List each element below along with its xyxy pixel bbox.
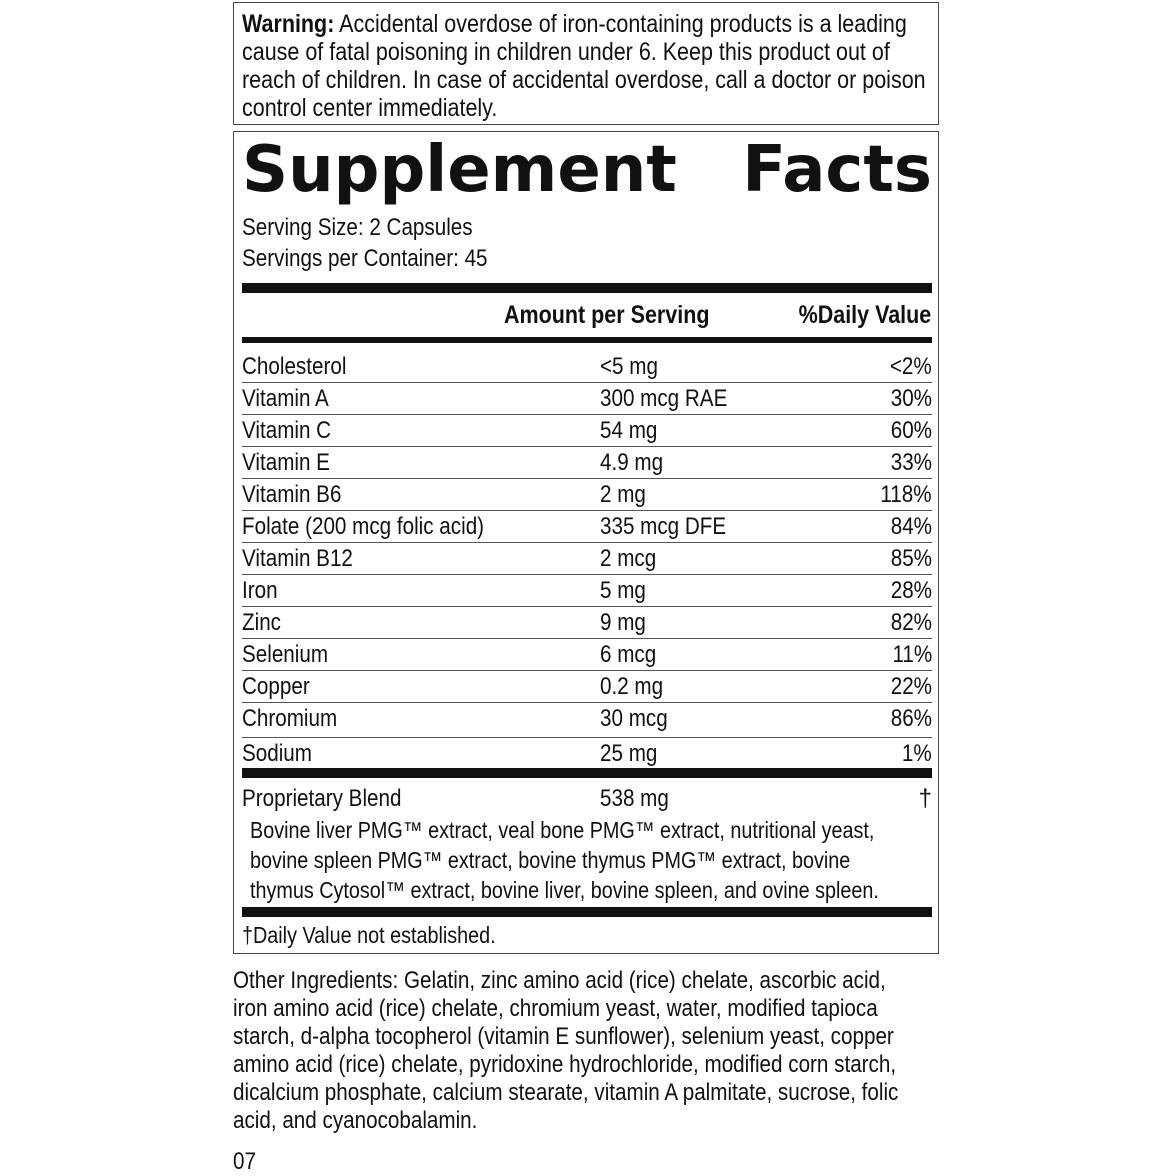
warning-label: Warning:: [242, 10, 335, 38]
nutrient-amount: 6 mcg: [600, 641, 657, 668]
warning-line-3: [242, 66, 1037, 94]
nutrient-row: [242, 639, 932, 670]
nutrient-amount: 4.9 mg: [600, 449, 664, 476]
serving-size: [242, 213, 510, 243]
other-ingredients-line-3: [233, 1023, 1001, 1051]
nutrient-amount: 0.2 mg: [600, 673, 664, 700]
nutrient-daily-value: 33%: [890, 449, 932, 476]
thick-rule-bottom: [242, 907, 932, 917]
thick-rule-blend: [242, 768, 932, 778]
facts-title: [242, 132, 932, 208]
nutrient-amount: 5 mg: [600, 577, 646, 604]
blend-ingredients-text-1: Bovine liver PMG™ extract, veal bone PMG™ extract, nutritional yeast,: [250, 817, 875, 843]
nutrient-amount: 2 mcg: [600, 545, 657, 572]
serving-size-text: Serving Size: 2 Capsules: [242, 214, 473, 241]
warning-text-1: Accidental overdose of iron-containing products is a leading: [334, 10, 907, 38]
nutrient-name: Vitamin A: [242, 385, 329, 412]
footnote: [242, 920, 537, 950]
facts-title-word-2: Facts: [742, 133, 932, 207]
nutrient-daily-value: 84%: [890, 513, 932, 540]
nutrient-name: Vitamin B12: [242, 545, 353, 572]
warning-line-2: [242, 38, 995, 66]
nutrient-daily-value: 85%: [890, 545, 932, 572]
servings-per-container-text: Servings per Container: 45: [242, 245, 488, 272]
nutrient-name: Cholesterol: [242, 353, 347, 380]
warning-box: [233, 2, 939, 125]
nutrient-daily-value: <2%: [890, 353, 932, 380]
nutrient-amount: <5 mg: [600, 353, 658, 380]
medium-rule-header: [242, 337, 932, 343]
header-amount: [504, 298, 743, 332]
nutrient-name: Chromium: [242, 705, 338, 732]
nutrient-row: [242, 575, 932, 606]
warning-line-1: [242, 10, 1015, 38]
other-ingredients-line-2: [233, 995, 983, 1023]
nutrient-name: Iron: [242, 577, 278, 604]
blend-row: [242, 783, 932, 814]
other-ingredients-text-3: starch, d-alpha tocopherol (vitamin E sunflower), selenium yeast, copper: [233, 1023, 894, 1050]
nutrient-row: [242, 607, 932, 638]
other-ingredients-line-5: [233, 1079, 1007, 1107]
blend-ingredients-line-1: [250, 815, 976, 845]
nutrient-row: [242, 415, 932, 446]
nutrient-amount: 9 mg: [600, 609, 646, 636]
nutrient-daily-value: 1%: [902, 740, 932, 767]
nutrient-row: [242, 351, 932, 382]
nutrient-row: [242, 383, 932, 414]
nutrient-name: Vitamin E: [242, 449, 330, 476]
nutrient-amount: 2 mg: [600, 481, 646, 508]
nutrient-name: Folate (200 mcg folic acid): [242, 513, 485, 540]
nutrient-name: Selenium: [242, 641, 329, 668]
header-amount-text: Amount per Serving: [504, 301, 710, 329]
nutrient-row: [242, 543, 932, 574]
facts-title-word-1: Supplement: [242, 133, 677, 207]
warning-text-4: control center immediately.: [242, 94, 498, 122]
warning-text-3: reach of children. In case of accidental overdose, call a doctor or poison: [242, 66, 926, 94]
nutrient-name: Vitamin B6: [242, 481, 342, 508]
warning-text-2: cause of fatal poisoning in children under 6. Keep this product out of: [242, 38, 890, 66]
blend-ingredients-line-3: [250, 875, 981, 905]
other-ingredients-line-6: [233, 1107, 517, 1135]
nutrient-row: [242, 511, 932, 542]
nutrient-row: [242, 738, 932, 769]
other-ingredients-text-6: acid, and cyanocobalamin.: [233, 1107, 478, 1134]
supplement-facts-panel: [233, 131, 939, 954]
nutrient-daily-value: 30%: [890, 385, 932, 412]
nutrient-name: Sodium: [242, 740, 312, 767]
thick-rule-top: [242, 283, 932, 293]
blend-dv: †: [918, 785, 932, 812]
nutrient-daily-value: 22%: [890, 673, 932, 700]
blend-ingredients-text-2: bovine spleen PMG™ extract, bovine thymus PMG™ extract, bovine: [250, 847, 851, 873]
nutrient-row: [242, 479, 932, 510]
nutrient-daily-value: 11%: [892, 641, 932, 668]
other-ingredients-text-2: iron amino acid (rice) chelate, chromium yeast, water, modified tapioca: [233, 995, 878, 1022]
page-code-text: 07: [233, 1148, 256, 1175]
other-ingredients-line-1: [233, 967, 992, 995]
nutrient-amount: 300 mcg RAE: [600, 385, 728, 412]
blend-name: Proprietary Blend: [242, 785, 402, 812]
nutrient-daily-value: 118%: [880, 481, 932, 508]
nutrient-daily-value: 28%: [890, 577, 932, 604]
other-ingredients-text-4: amino acid (rice) chelate, pyridoxine hydrochloride, modified corn starch,: [233, 1051, 897, 1078]
other-ingredients-text-5: dicalcium phosphate, calcium stearate, vitamin A palmitate, sucrose, folic: [233, 1079, 899, 1106]
servings-per-container: [242, 244, 528, 274]
nutrient-daily-value: 86%: [890, 705, 932, 732]
header-daily-value-text: %Daily Value: [798, 301, 931, 329]
nutrient-name: Copper: [242, 673, 310, 700]
nutrient-row: [242, 671, 932, 702]
nutrient-name: Vitamin C: [242, 417, 332, 444]
other-ingredients-line-4: [233, 1051, 1004, 1079]
nutrient-daily-value: 82%: [890, 609, 932, 636]
nutrient-amount: 335 mcg DFE: [600, 513, 727, 540]
blend-ingredients-text-3: thymus Cytosol™ extract, bovine liver, bovine spleen, and ovine spleen.: [250, 877, 879, 903]
nutrient-name: Zinc: [242, 609, 281, 636]
warning-line-4: [242, 94, 539, 122]
page-code: [233, 1148, 260, 1176]
blend-amount: 538 mg: [600, 785, 669, 812]
blend-ingredients-line-2: [250, 845, 948, 875]
nutrient-daily-value: 60%: [890, 417, 932, 444]
nutrient-amount: 25 mg: [600, 740, 658, 767]
nutrient-amount: 30 mcg: [600, 705, 668, 732]
footnote-text: †Daily Value not established.: [242, 922, 496, 948]
nutrient-row: [242, 447, 932, 478]
nutrient-amount: 54 mg: [600, 417, 658, 444]
other-ingredients-text-1: Other Ingredients: Gelatin, zinc amino acid (rice) chelate, ascorbic acid,: [233, 967, 886, 994]
header-daily-value: [777, 298, 931, 332]
nutrient-row: [242, 703, 932, 734]
